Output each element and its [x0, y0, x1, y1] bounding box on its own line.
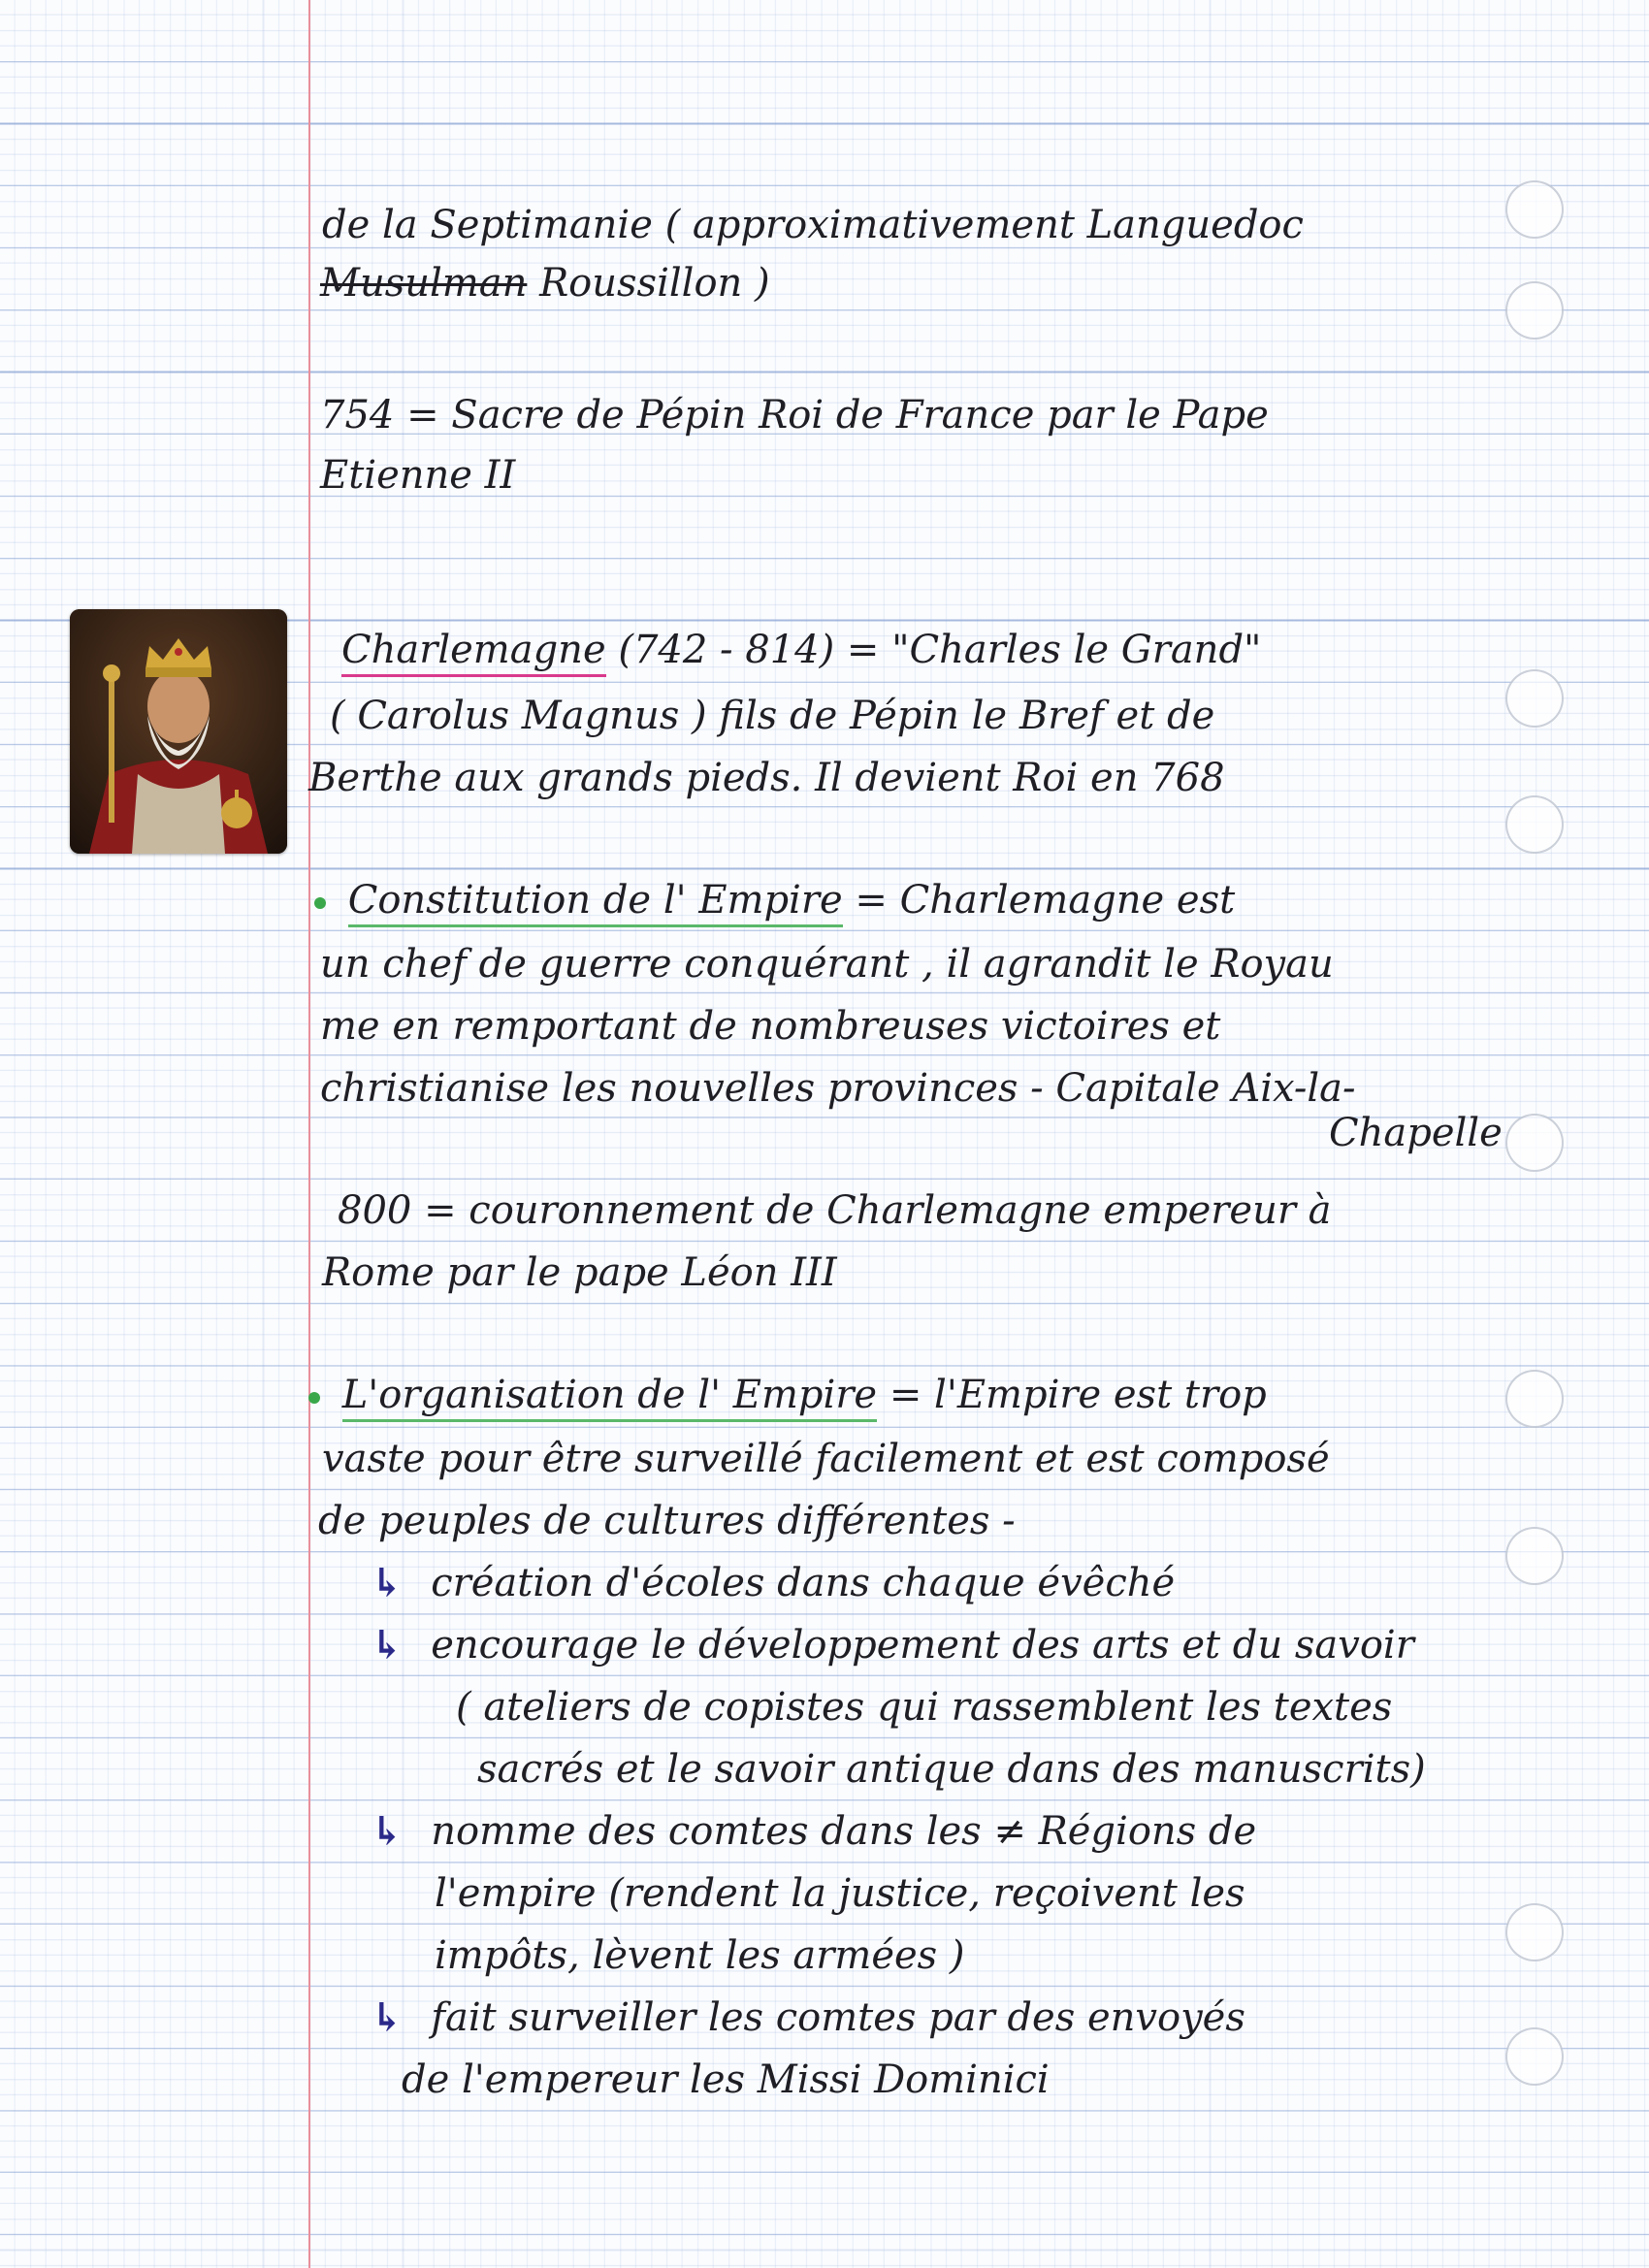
note-line [371, 1994, 1632, 2040]
note-line [314, 878, 1575, 923]
note-line [308, 1373, 1569, 1417]
note-text: fait surveiller les comtes par des envoyés [431, 1995, 1245, 2040]
note-text: encourage le développement des arts et du savoir [431, 1623, 1414, 1668]
note-line: vaste pour être surveillé facilement et est composé [322, 1437, 1330, 1481]
note-text: création d'écoles dans chaque évêché [431, 1561, 1176, 1605]
note-line [320, 261, 1581, 306]
note-line: 754 = Sacre de Pépin Roi de France par le Pape [320, 393, 1269, 437]
note-line: ( ateliers de copistes qui rassemblent les textes [456, 1685, 1393, 1730]
note-line: 800 = couronnement de Charlemagne empereur à [338, 1188, 1332, 1233]
note-line: Chapelle [1329, 1111, 1503, 1155]
bullet-dot [314, 897, 326, 909]
note-text: = Charlemagne est [855, 878, 1236, 923]
note-line: de l'empereur les Missi Dominici [402, 2057, 1050, 2102]
note-line [371, 1808, 1632, 1854]
note-text: (742 - 814) = "Charles le Grand" [618, 628, 1262, 672]
note-line: Etienne II [320, 453, 516, 498]
arrow-icon: ↳ [371, 1808, 404, 1854]
note-line [341, 628, 1602, 672]
bullet-dot [308, 1392, 320, 1404]
note-line [371, 1622, 1632, 1668]
note-line: christianise les nouvelles provinces - Capitale Aix-la- [320, 1066, 1356, 1111]
note-line: l'empire (rendent la justice, reçoivent les [435, 1871, 1245, 1916]
heading-constitution: Constitution de l' Empire [348, 878, 843, 927]
note-line: de peuples de cultures différentes - [318, 1499, 1016, 1543]
struck-word: Musulman [320, 261, 528, 306]
arrow-icon: ↳ [371, 1994, 404, 2040]
note-line: impôts, lèvent les armées ) [435, 1933, 965, 1978]
note-text: nomme des comtes dans les ≠ Régions de [431, 1809, 1257, 1854]
note-text: = l'Empire est trop [889, 1373, 1267, 1417]
arrow-icon: ↳ [371, 1560, 404, 1605]
note-line: Rome par le pape Léon III [322, 1250, 837, 1295]
note-line: de la Septimanie ( approximativement Languedoc [322, 203, 1304, 247]
note-text: Roussillon ) [539, 261, 770, 306]
note-line: Berthe aux grands pieds. Il devient Roi en 768 [308, 756, 1225, 800]
note-line: sacrés et le savoir antique dans des manuscrits) [477, 1747, 1426, 1792]
note-line: ( Carolus Magnus ) fils de Pépin le Bref et de [330, 694, 1215, 738]
note-line [371, 1560, 1632, 1605]
arrow-icon: ↳ [371, 1622, 404, 1668]
heading-charlemagne: Charlemagne [341, 628, 606, 677]
note-line: un chef de guerre conquérant , il agrandit le Royau [320, 942, 1334, 987]
heading-organisation: L'organisation de l' Empire [342, 1373, 877, 1422]
note-line: me en remportant de nombreuses victoires et [320, 1004, 1221, 1049]
